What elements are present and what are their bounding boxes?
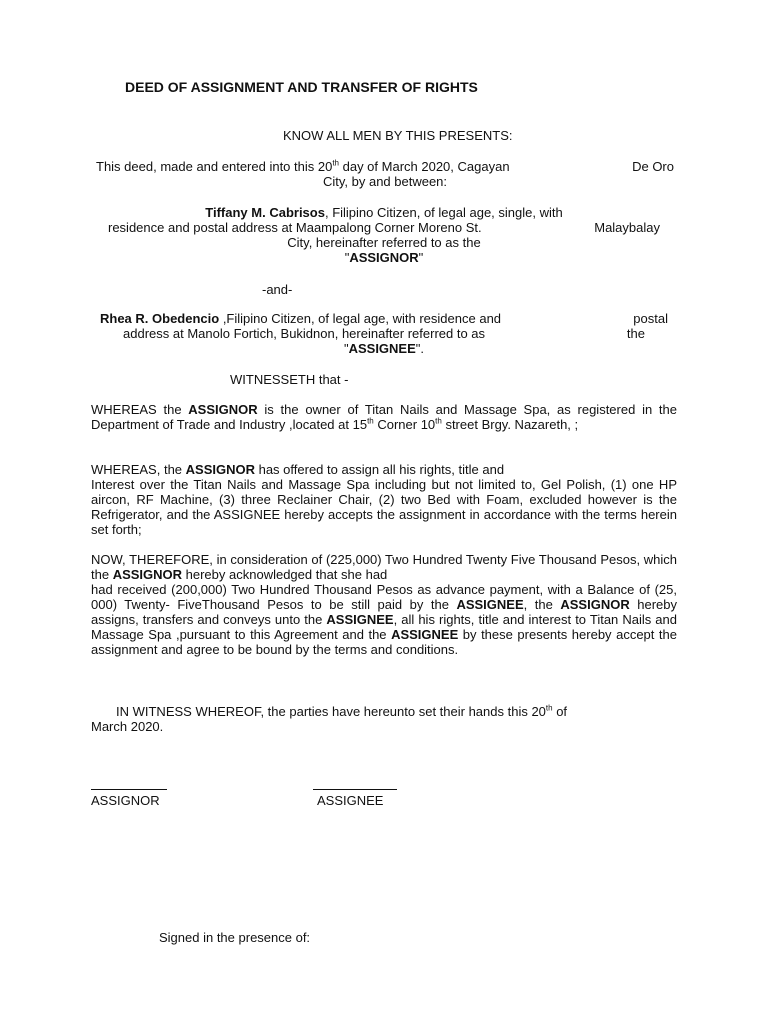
- assignee-party-line-2: address at Manolo Fortich, Bukidnon, hereinafter referred to as the: [123, 326, 645, 341]
- assignee-signature-label: ASSIGNEE: [317, 793, 384, 808]
- in-witness-line-2: March 2020.: [91, 719, 164, 734]
- and-separator: -and-: [262, 282, 293, 297]
- salutation: KNOW ALL MEN BY THIS PRESENTS:: [283, 128, 513, 143]
- assignee-name: Rhea R. Obedencio: [100, 311, 220, 326]
- assignor-party-line-3: City, hereinafter referred to as the: [287, 235, 481, 250]
- whereas-paragraph-2-line-1: WHEREAS, the ASSIGNOR has offered to assign all his rights, title and: [91, 462, 505, 477]
- whereas-paragraph-1: WHEREAS the ASSIGNOR is the owner of Titan Nails and Massage Spa, as registered in the Department of Trade and Industry ,located at 15th Corner 10th street Brgy. Nazareth, ;: [91, 402, 677, 432]
- assignee-signature-line: [313, 789, 397, 790]
- now-therefore-paragraph-2: had received (200,000) Two Hundred Thousand Pesos as advance payment, with a Balance of (25, 000) Twenty- FiveThousand Pesos to be still paid by the ASSIGNEE, the ASSIGNOR hereby assigns, transfers and conveys unto the ASSIGNEE, all his rights, title and interest to Titan Nails and Massage Spa ,pursuant to this Agreement and the ASSIGNEE by these presents hereby accept the assignment and agree to be bound by the terms and conditions.: [91, 582, 677, 657]
- assignor-role: "ASSIGNOR": [344, 250, 424, 265]
- intro-line-2: City, by and between:: [322, 174, 448, 189]
- document-title: DEED OF ASSIGNMENT AND TRANSFER OF RIGHTS: [125, 79, 478, 95]
- assignor-party-line-2: residence and postal address at Maampalong Corner Moreno St. Malaybalay: [108, 220, 660, 235]
- assignor-signature-label: ASSIGNOR: [91, 793, 160, 808]
- assignor-party-line-1: Tiffany M. Cabrisos, Filipino Citizen, of legal age, single, with: [205, 205, 563, 220]
- witnesseth: WITNESSETH that -: [230, 372, 349, 387]
- intro-line-1: This deed, made and entered into this 20th day of March 2020, Cagayan De Oro: [96, 158, 674, 174]
- signed-in-presence: Signed in the presence of:: [159, 930, 311, 945]
- assignor-name: Tiffany M. Cabrisos: [205, 205, 325, 220]
- assignee-party-line-1: Rhea R. Obedencio ,Filipino Citizen, of legal age, with residence and postal: [100, 311, 668, 326]
- assignor-signature-line: [91, 789, 167, 790]
- in-witness-line-1: IN WITNESS WHEREOF, the parties have hereunto set their hands this 20th of: [116, 703, 568, 719]
- assignee-role: "ASSIGNEE".: [343, 341, 425, 356]
- whereas-paragraph-2-body: Interest over the Titan Nails and Massage Spa including but not limited to, Gel Polish, (1) one HP aircon, RF Machine, (3) three Reclainer Chair, (2) two Bed with Foam, excluded however is the Refrigerator, and the ASSIGNEE hereby accepts the assignment in accordance with the terms herein set forth;: [91, 477, 677, 537]
- now-therefore-paragraph-1: NOW, THEREFORE, in consideration of (225,000) Two Hundred Twenty Five Thousand Pesos, which the ASSIGNOR hereby acknowledged that she had: [91, 552, 677, 582]
